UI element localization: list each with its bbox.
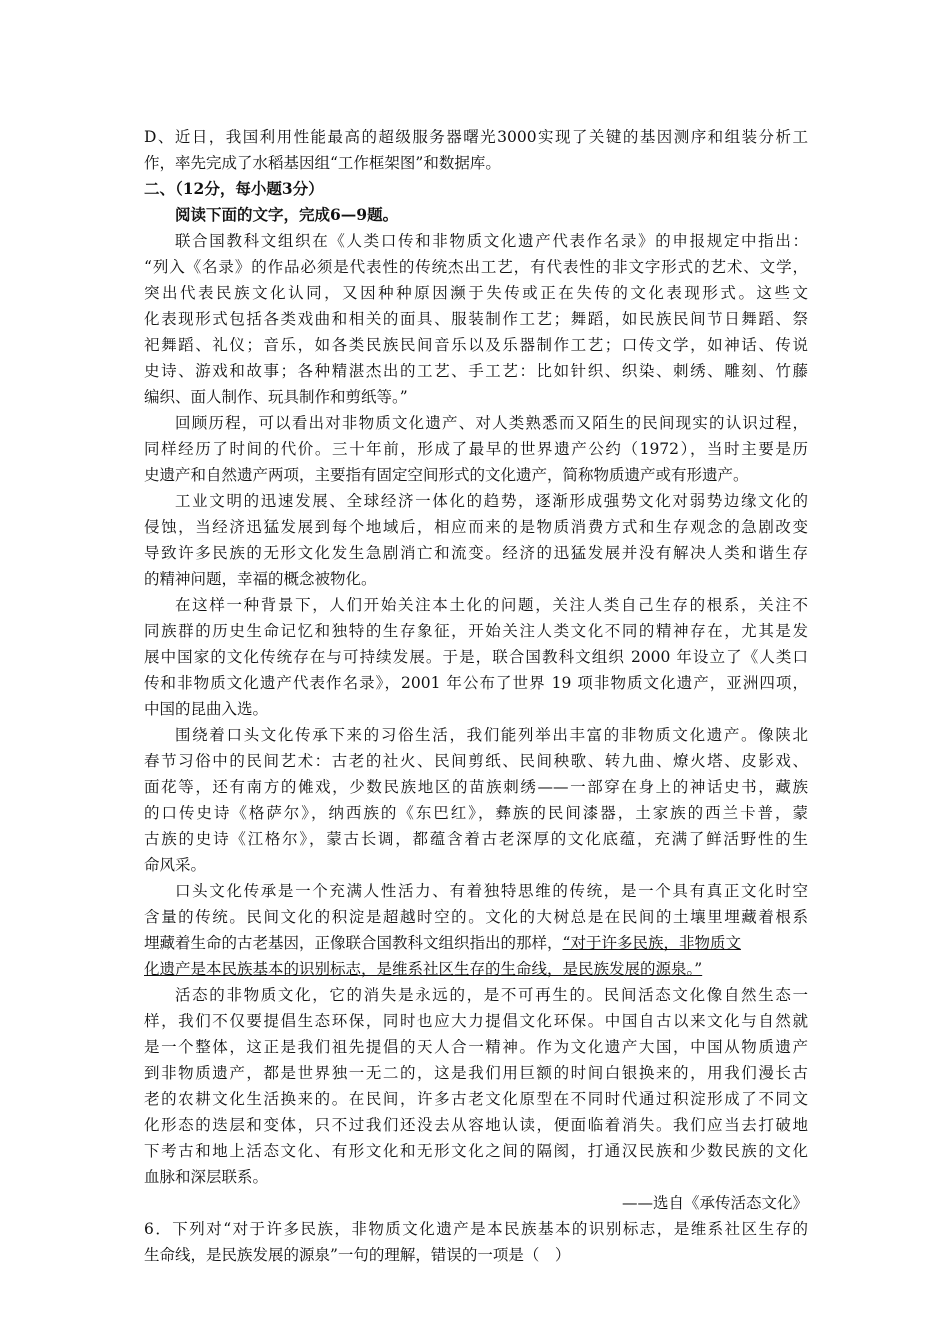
text-line xyxy=(144,722,808,748)
text-line xyxy=(144,1164,808,1190)
text-line xyxy=(144,124,808,150)
line-text: ——选自《承传活态文化》 xyxy=(621,1194,808,1212)
text-line xyxy=(144,228,808,254)
text-line xyxy=(144,566,808,592)
line-text: 传和非物质文化遗产代表作名录》，2001 年公布了世界 19 项非物质文化遗产，亚洲四项， xyxy=(144,674,808,692)
text-line xyxy=(144,1008,808,1034)
text-line xyxy=(144,956,808,982)
text-line xyxy=(144,696,808,722)
line-text: 化形态的迭层和变体，只不过我们还没去从容地认读，便面临着消失。我们应当去打破地 xyxy=(144,1116,808,1134)
line-text: 导致许多民族的无形文化发生急剧消亡和流变。经济的迅猛发展并没有解决人类和谐生存 xyxy=(144,544,808,562)
line-text: 阅读下面的文字，完成6—9题。 xyxy=(175,205,399,224)
line-text: 展中国家的文化传统存在与可持续发展。于是，联合国教科文组织 2000 年设立了《人类口 xyxy=(144,648,808,666)
text-line xyxy=(144,488,808,514)
line-text: 在这样一种背景下，人们开始关注本土化的问题，关注人类自己生存的根系，关注不 xyxy=(175,596,808,614)
text-line xyxy=(144,1242,808,1268)
line-text: 血脉和深层联系。 xyxy=(144,1168,269,1186)
text-line xyxy=(144,1060,808,1086)
line-text: 面花等，还有南方的傩戏，少数民族地区的苗族刺绣——一部穿在身上的神话史书，藏族 xyxy=(144,778,808,796)
text-line xyxy=(144,826,808,852)
text-line xyxy=(144,800,808,826)
line-text: “列入《名录》的作品必须是代表性的传统杰出工艺，有代表性的非文字形式的艺术、文学， xyxy=(144,258,808,276)
line-text: D、近日，我国利用性能最高的超级服务器曙光3000实现了关键的基因测序和组装分析工 xyxy=(144,128,808,146)
text-line xyxy=(144,774,808,800)
line-text: 作，率先完成了水稻基因组“工作框架图”和数据库。 xyxy=(144,154,501,172)
line-text: 春节习俗中的民间艺术：古老的社火、民间剪纸、民间秧歌、转九曲、燎火塔、皮影戏、 xyxy=(144,752,808,770)
text-line xyxy=(144,618,808,644)
line-text: 命风采。 xyxy=(144,856,207,874)
document-body xyxy=(144,124,808,1268)
text-line xyxy=(144,904,808,930)
line-text: 侵蚀，当经济迅猛发展到每个地域后，相应而来的是物质消费方式和生存观念的急剧改变 xyxy=(144,518,808,536)
line-text: 古族的史诗《江格尔》，蒙古长调，都蕴含着古老深厚的文化底蕴，充满了鲜活野性的生 xyxy=(144,830,808,848)
underlined-quote: 化遗产是本民族基本的识别标志，是维系社区生存的生命线，是民族发展的源泉。” xyxy=(144,960,703,978)
line-text: 同族群的历史生命记忆和独特的生存象征，开始关注人类文化不同的精神存在，尤其是发 xyxy=(144,622,808,640)
text-line xyxy=(144,1112,808,1138)
text-line xyxy=(144,748,808,774)
line-text: 联合国教科文组织在《人类口传和非物质文化遗产代表作名录》的申报规定中指出： xyxy=(175,232,808,250)
line-text: 的精神问题，幸福的概念被物化。 xyxy=(144,570,377,588)
line-text: 样，我们不仅要提倡生态环保，同时也应大力提倡文化环保。中国自古以来文化与自然就 xyxy=(144,1012,808,1030)
line-text: 生命线，是民族发展的源泉”一句的理解，错误的一项是（ ） xyxy=(144,1246,571,1264)
line-text: 含量的传统。民间文化的积淀是超越时空的。文化的大树总是在民间的土壤里埋藏着根系 xyxy=(144,908,808,926)
text-line xyxy=(144,1086,808,1112)
line-text: 到非物质遗产，都是世界独一无二的，这是我们用巨额的时间白银换来的，用我们漫长古 xyxy=(144,1064,808,1082)
text-line xyxy=(144,150,808,176)
line-text: 6．下列对“对于许多民族，非物质文化遗产是本民族基本的识别标志，是维系社区生存的 xyxy=(144,1220,808,1238)
text-line xyxy=(144,1190,808,1216)
text-line xyxy=(144,176,808,202)
line-text: 下考古和地上活态文化、有形文化和无形文化之间的隔阂，打通汉民族和少数民族的文化 xyxy=(144,1142,808,1160)
line-text: 围绕着口头文化传承下来的习俗生活，我们能列举出丰富的非物质文化遗产。像陕北 xyxy=(175,726,808,744)
text-line xyxy=(144,878,808,904)
line-text: 口头文化传承是一个充满人性活力、有着独特思维的传统，是一个具有真正文化时空 xyxy=(175,882,808,900)
text-line xyxy=(144,254,808,280)
line-text: 的口传史诗《格萨尔》，纳西族的《东巴红》，彝族的民间漆器，土家族的西兰卡普，蒙 xyxy=(144,804,808,822)
line-text: 同样经历了时间的代价。三十年前，形成了最早的世界遗产公约（1972），当时主要是历 xyxy=(144,440,808,458)
line-text: 化表现形式包括各类戏曲和相关的面具、服装制作工艺；舞蹈，如民族民间节日舞蹈、祭 xyxy=(144,310,808,328)
line-text: 活态的非物质文化，它的消失是永远的，是不可再生的。民间活态文化像自然生态一 xyxy=(175,986,808,1004)
line-text: 工业文明的迅速发展、全球经济一体化的趋势，逐渐形成强势文化对弱势边缘文化的 xyxy=(175,492,808,510)
line-text: 二、（12分，每小题3分） xyxy=(144,179,324,198)
line-text: 编织、面人制作、玩具制作和剪纸等。” xyxy=(144,388,408,406)
text-line xyxy=(144,514,808,540)
text-line xyxy=(144,1034,808,1060)
text-line xyxy=(144,384,808,410)
text-line xyxy=(144,332,808,358)
line-text: 祀舞蹈、礼仪；音乐，如各类民族民间音乐以及乐器制作工艺；口传文学，如神话、传说 xyxy=(144,336,808,354)
text-line xyxy=(144,202,808,228)
text-line xyxy=(144,982,808,1008)
text-line xyxy=(144,436,808,462)
line-text: 中国的昆曲入选。 xyxy=(144,700,269,718)
text-line xyxy=(144,644,808,670)
line-text: 老的农耕文化生活换来的。在民间，许多古老文化原型在不同时代通过积淀形成了不同文 xyxy=(144,1090,808,1108)
line-text: 突出代表民族文化认同，又因种种原因濒于失传或正在失传的文化表现形式。这些文 xyxy=(144,284,808,302)
line-text: 史遗产和自然遗产两项，主要指有固定空间形式的文化遗产，简称物质遗产或有形遗产。 xyxy=(144,466,749,484)
underlined-quote: “对于许多民族，非物质文 xyxy=(562,934,741,952)
text-line xyxy=(144,306,808,332)
text-line xyxy=(144,462,808,488)
line-text: 回顾历程，可以看出对非物质文化遗产、对人类熟悉而又陌生的民间现实的认识过程， xyxy=(175,414,808,432)
text-line xyxy=(144,358,808,384)
text-line xyxy=(144,930,808,956)
text-line xyxy=(144,410,808,436)
line-text: 埋藏着生命的古老基因，正像联合国教科文组织指出的那样， xyxy=(144,934,563,952)
text-line xyxy=(144,280,808,306)
text-line xyxy=(144,852,808,878)
line-text: 是一个整体，这正是我们祖先提倡的天人合一精神。作为文化遗产大国，中国从物质遗产 xyxy=(144,1038,808,1056)
line-text: 史诗、游戏和故事；各种精湛杰出的工艺、手工艺：比如针织、织染、刺绣、雕刻、竹藤 xyxy=(144,362,808,380)
text-line xyxy=(144,592,808,618)
text-line xyxy=(144,670,808,696)
text-line xyxy=(144,540,808,566)
text-line xyxy=(144,1216,808,1242)
text-line xyxy=(144,1138,808,1164)
